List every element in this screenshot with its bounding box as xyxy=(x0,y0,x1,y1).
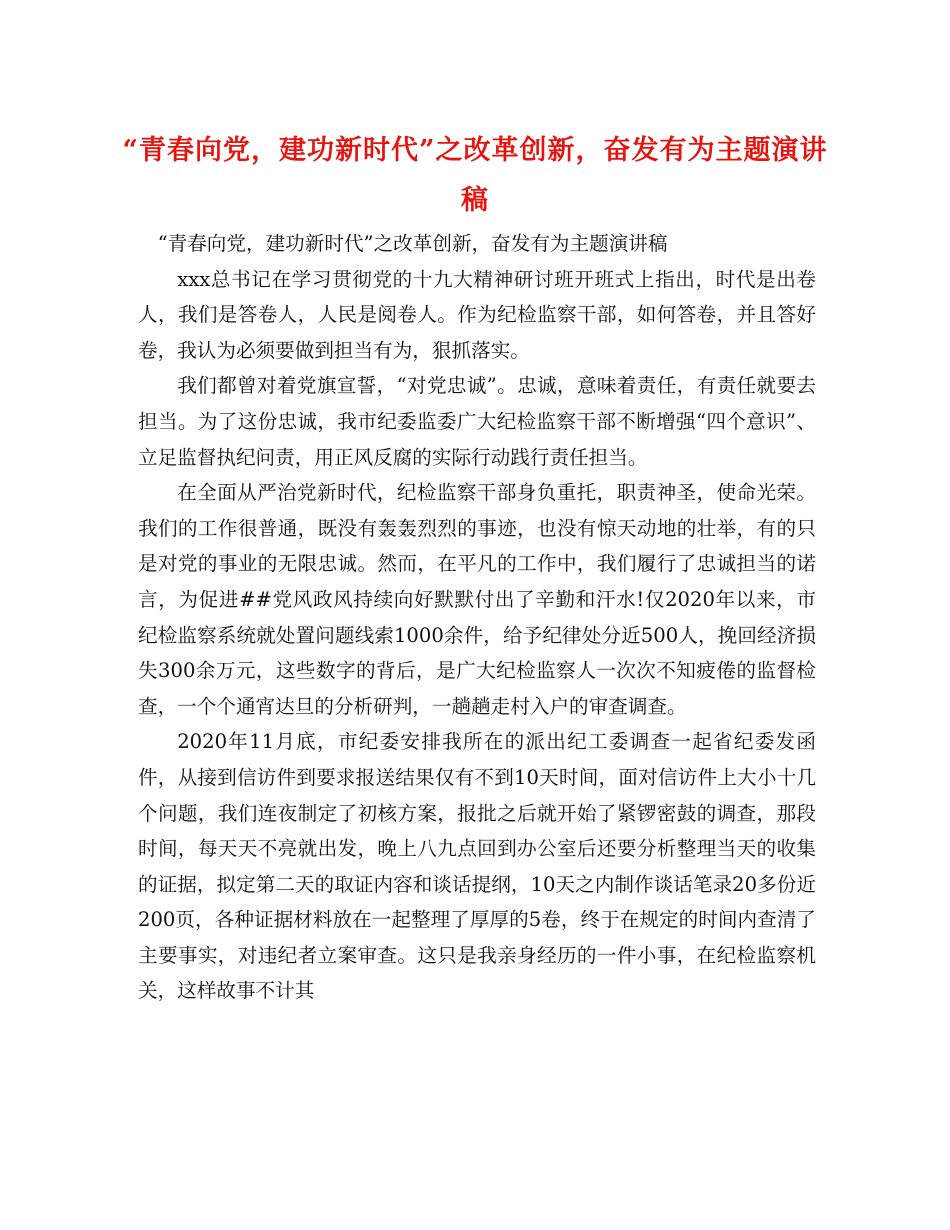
document-body xyxy=(138,226,816,1009)
paragraph-3: 在全面从严治党新时代，纪检监察干部身负重托，职责神圣，使命光荣。我们的工作很普通，既没有轰轰烈烈的事迹，也没有惊天动地的壮举，有的只是对党的事业的无限忠诚。然而，在平凡的工作中，我们履行了忠诚担当的诺言，为促进##党风政风持续向好默默付出了辛勤和汗水!仅2020年以来，市纪检监察系统就处置问题线索1000余件，给予纪律处分近500人，挽回经济损失300余万元，这些数字的背后，是广大纪检监察人一次次不知疲倦的监督检查，一个个通宵达旦的分析研判，一趟趟走村入户的审查调查。 xyxy=(138,481,816,718)
paragraph-1: xxx总书记在学习贯彻党的十九大精神研讨班开班式上指出，时代是出卷人，我们是答卷人，人民是阅卷人。作为纪检监察干部，如何答卷，并且答好卷，我认为必须要做到担当有为，狠抓落实。 xyxy=(138,267,816,362)
body-subtitle: “青春向党，建功新时代”之改革创新，奋发有为主题演讲稿 xyxy=(157,232,668,255)
paragraph-2: 我们都曾对着党旗宣誓，“对党忠诚”。忠诚，意味着责任，有责任就要去担当。为了这份忠诚，我市纪委监委广大纪检监察干部不断增强“四个意识”、立足监督执纪问责，用正风反腐的实际行动践行责任担当。 xyxy=(138,374,816,469)
document-title: “青春向党，建功新时代”之改革创新，奋发有为主题演讲稿 xyxy=(122,135,828,216)
paragraph-4: 2020年11月底，市纪委安排我所在的派出纪工委调查一起省纪委发函件，从接到信访件到要求报送结果仅有不到10天时间，面对信访件上大小十几个问题，我们连夜制定了初核方案，报批之后就开始了紧锣密鼓的调查，那段时间，每天天不亮就出发，晚上八九点回到办公室后还要分析整理当天的收集的证据，拟定第二天的取证内容和谈话提纲，10天之内制作谈话笔录20多份近200页，各种证据材料放在一起整理了厚厚的5卷，终于在规定的时间内查清了主要事实，对违纪者立案审查。这只是我亲身经历的一件小事，在纪检监察机关，这样故事不计其 xyxy=(138,730,816,1003)
